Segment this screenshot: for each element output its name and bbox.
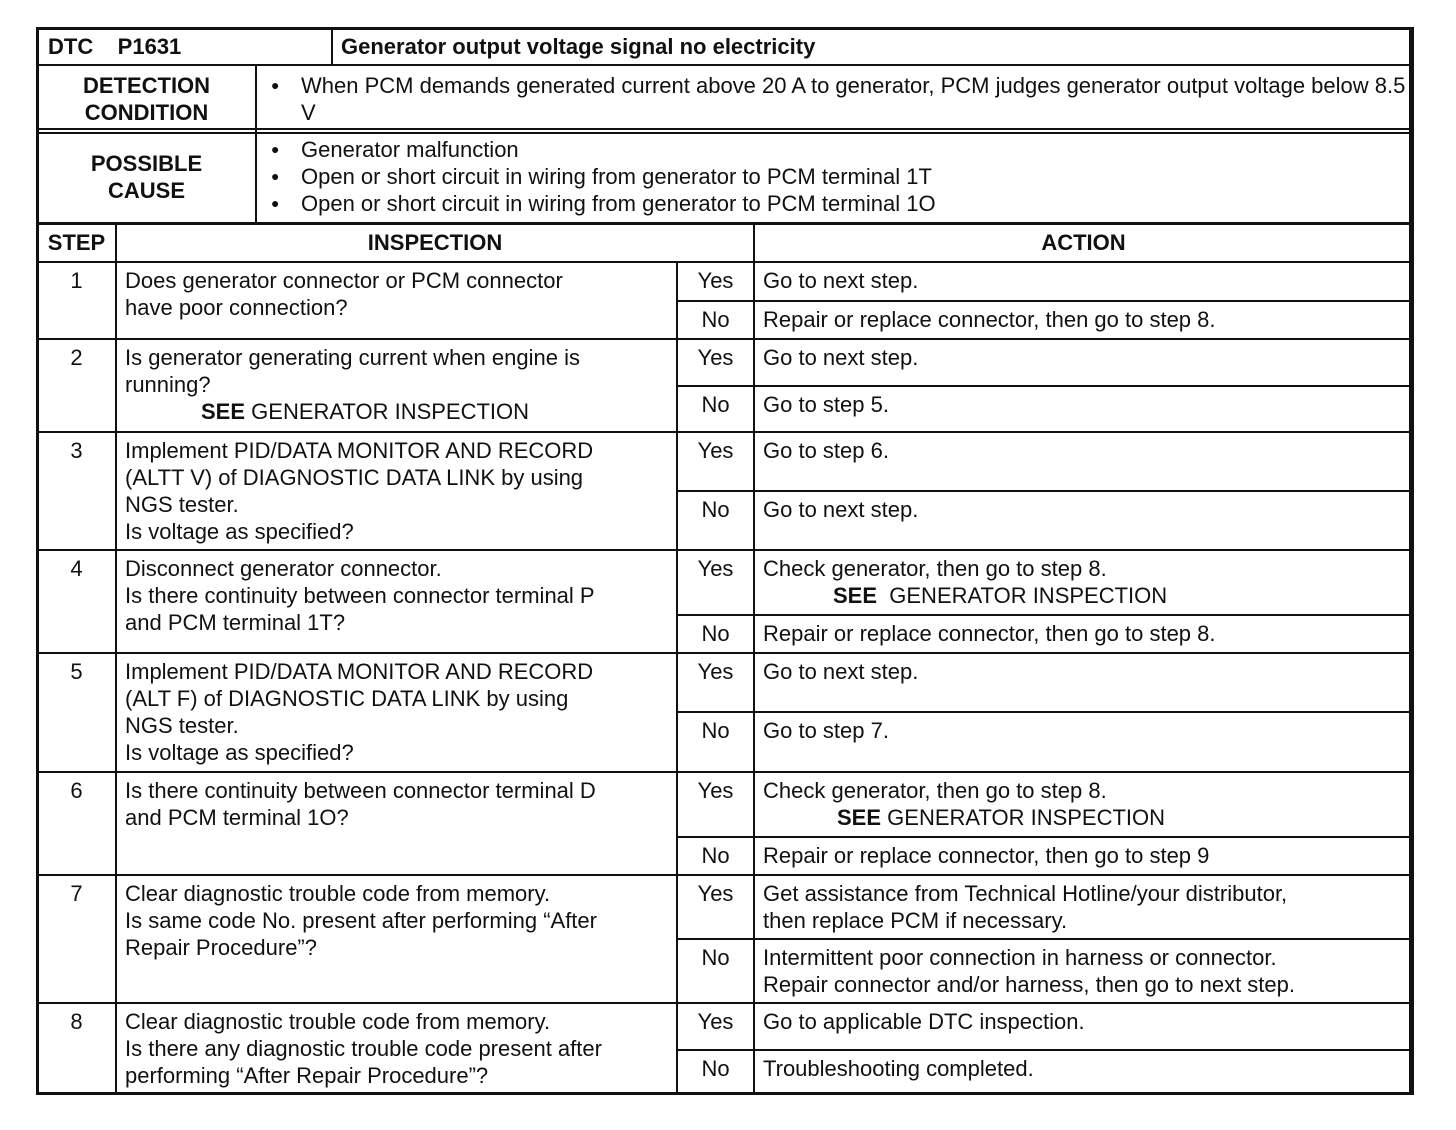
inspection-text: Is generator generating current when engine is running? SEE GENERATOR INSPECTION [116, 339, 677, 432]
yes-action: Check generator, then go to step 8. SEE GENERATOR INSPECTION [754, 772, 1413, 837]
no-label: No [677, 939, 754, 1003]
cause-item: ● Open or short circuit in wiring from generator to PCM terminal 1T [261, 163, 1408, 190]
inspection-text: Clear diagnostic trouble code from memory. Is there any diagnostic trouble code present after performing “After Repair Procedure”? [116, 1003, 677, 1094]
inspection-text: Implement PID/DATA MONITOR AND RECORD (ALTT V) of DIAGNOSTIC DATA LINK by using NGS tester. Is voltage as specified? [116, 432, 677, 550]
inspection-text: Does generator connector or PCM connector have poor connection? [116, 262, 677, 339]
table-row [37, 875, 1413, 939]
dtc-title: Generator output voltage signal no electricity [332, 28, 1413, 65]
step-number: 8 [37, 1003, 116, 1094]
table-row [37, 1003, 1413, 1050]
step-number: 4 [37, 550, 116, 653]
dtc-code-cell [37, 28, 332, 65]
no-action: Go to step 7. [754, 712, 1413, 772]
inspection-column-header: INSPECTION [116, 223, 754, 262]
detection-label: DETECTION CONDITION [37, 65, 256, 133]
yes-action: Get assistance from Technical Hotline/your distributor, then replace PCM if necessary. [754, 875, 1413, 939]
step-number: 3 [37, 432, 116, 550]
cause-item: ● Generator malfunction [261, 136, 1408, 163]
detection-item: ● When PCM demands generated current above 20 A to generator, PCM judges generator output voltage below 8.5 V [261, 72, 1408, 126]
no-label: No [677, 386, 754, 432]
table-row [37, 772, 1413, 837]
no-action: Troubleshooting completed. [754, 1050, 1413, 1095]
no-action: Go to next step. [754, 491, 1413, 550]
table-row [37, 262, 1413, 301]
no-label: No [677, 615, 754, 653]
dtc-header [36, 27, 1414, 66]
yes-action: Go to applicable DTC inspection. [754, 1003, 1413, 1050]
yes-action: Go to next step. [754, 653, 1413, 712]
troubleshooting-table [36, 222, 1414, 1095]
no-action: Repair or replace connector, then go to step 9 [754, 837, 1413, 875]
yes-label: Yes [677, 875, 754, 939]
dtc-code: P1631 [117, 34, 182, 59]
yes-label: Yes [677, 772, 754, 837]
cause-item: ● Open or short circuit in wiring from generator to PCM terminal 1O [261, 190, 1408, 217]
no-label: No [677, 837, 754, 875]
possible-cause-label: POSSIBLE CAUSE [37, 129, 256, 224]
no-action: Go to step 5. [754, 386, 1413, 432]
no-label: No [677, 1050, 754, 1095]
table-row [37, 653, 1413, 712]
no-label: No [677, 712, 754, 772]
no-action: Intermittent poor connection in harness or connector. Repair connector and/or harness, then go to next step. [754, 939, 1413, 1003]
inspection-text: Is there continuity between connector terminal D and PCM terminal 1O? [116, 772, 677, 875]
inspection-text: Clear diagnostic trouble code from memory. Is same code No. present after performing “After Repair Procedure”? [116, 875, 677, 1003]
no-label: No [677, 301, 754, 339]
yes-label: Yes [677, 1003, 754, 1050]
yes-action: Check generator, then go to step 8. SEE GENERATOR INSPECTION [754, 550, 1413, 615]
detection-condition [36, 64, 1414, 134]
see-reference: SEE GENERATOR INSPECTION [837, 805, 1166, 830]
step-number: 5 [37, 653, 116, 772]
inspection-text: Disconnect generator connector. Is there continuity between connector terminal P and PCM terminal 1T? [116, 550, 677, 653]
yes-label: Yes [677, 653, 754, 712]
see-reference: SEE GENERATOR INSPECTION [833, 583, 1168, 608]
step-number: 2 [37, 339, 116, 432]
yes-action: Go to step 6. [754, 432, 1413, 491]
table-row [37, 550, 1413, 615]
detection-content [256, 65, 1413, 133]
table-row [37, 432, 1413, 491]
action-column-header: ACTION [754, 223, 1413, 262]
yes-label: Yes [677, 550, 754, 615]
yes-label: Yes [677, 432, 754, 491]
no-label: No [677, 491, 754, 550]
yes-action: Go to next step. [754, 262, 1413, 301]
step-column-header: STEP [37, 223, 116, 262]
no-action: Repair or replace connector, then go to step 8. [754, 615, 1413, 653]
step-number: 1 [37, 262, 116, 339]
no-action: Repair or replace connector, then go to step 8. [754, 301, 1413, 339]
table-header-row [37, 223, 1413, 262]
possible-cause-content [256, 129, 1413, 224]
yes-action: Go to next step. [754, 339, 1413, 386]
step-number: 6 [37, 772, 116, 875]
see-reference: SEE GENERATOR INSPECTION [201, 399, 530, 424]
step-number: 7 [37, 875, 116, 1003]
table-row [37, 339, 1413, 386]
possible-cause [36, 128, 1414, 225]
dtc-label: DTC [48, 34, 94, 59]
yes-label: Yes [677, 262, 754, 301]
inspection-text: Implement PID/DATA MONITOR AND RECORD (ALT F) of DIAGNOSTIC DATA LINK by using NGS tester. Is voltage as specified? [116, 653, 677, 772]
yes-label: Yes [677, 339, 754, 386]
